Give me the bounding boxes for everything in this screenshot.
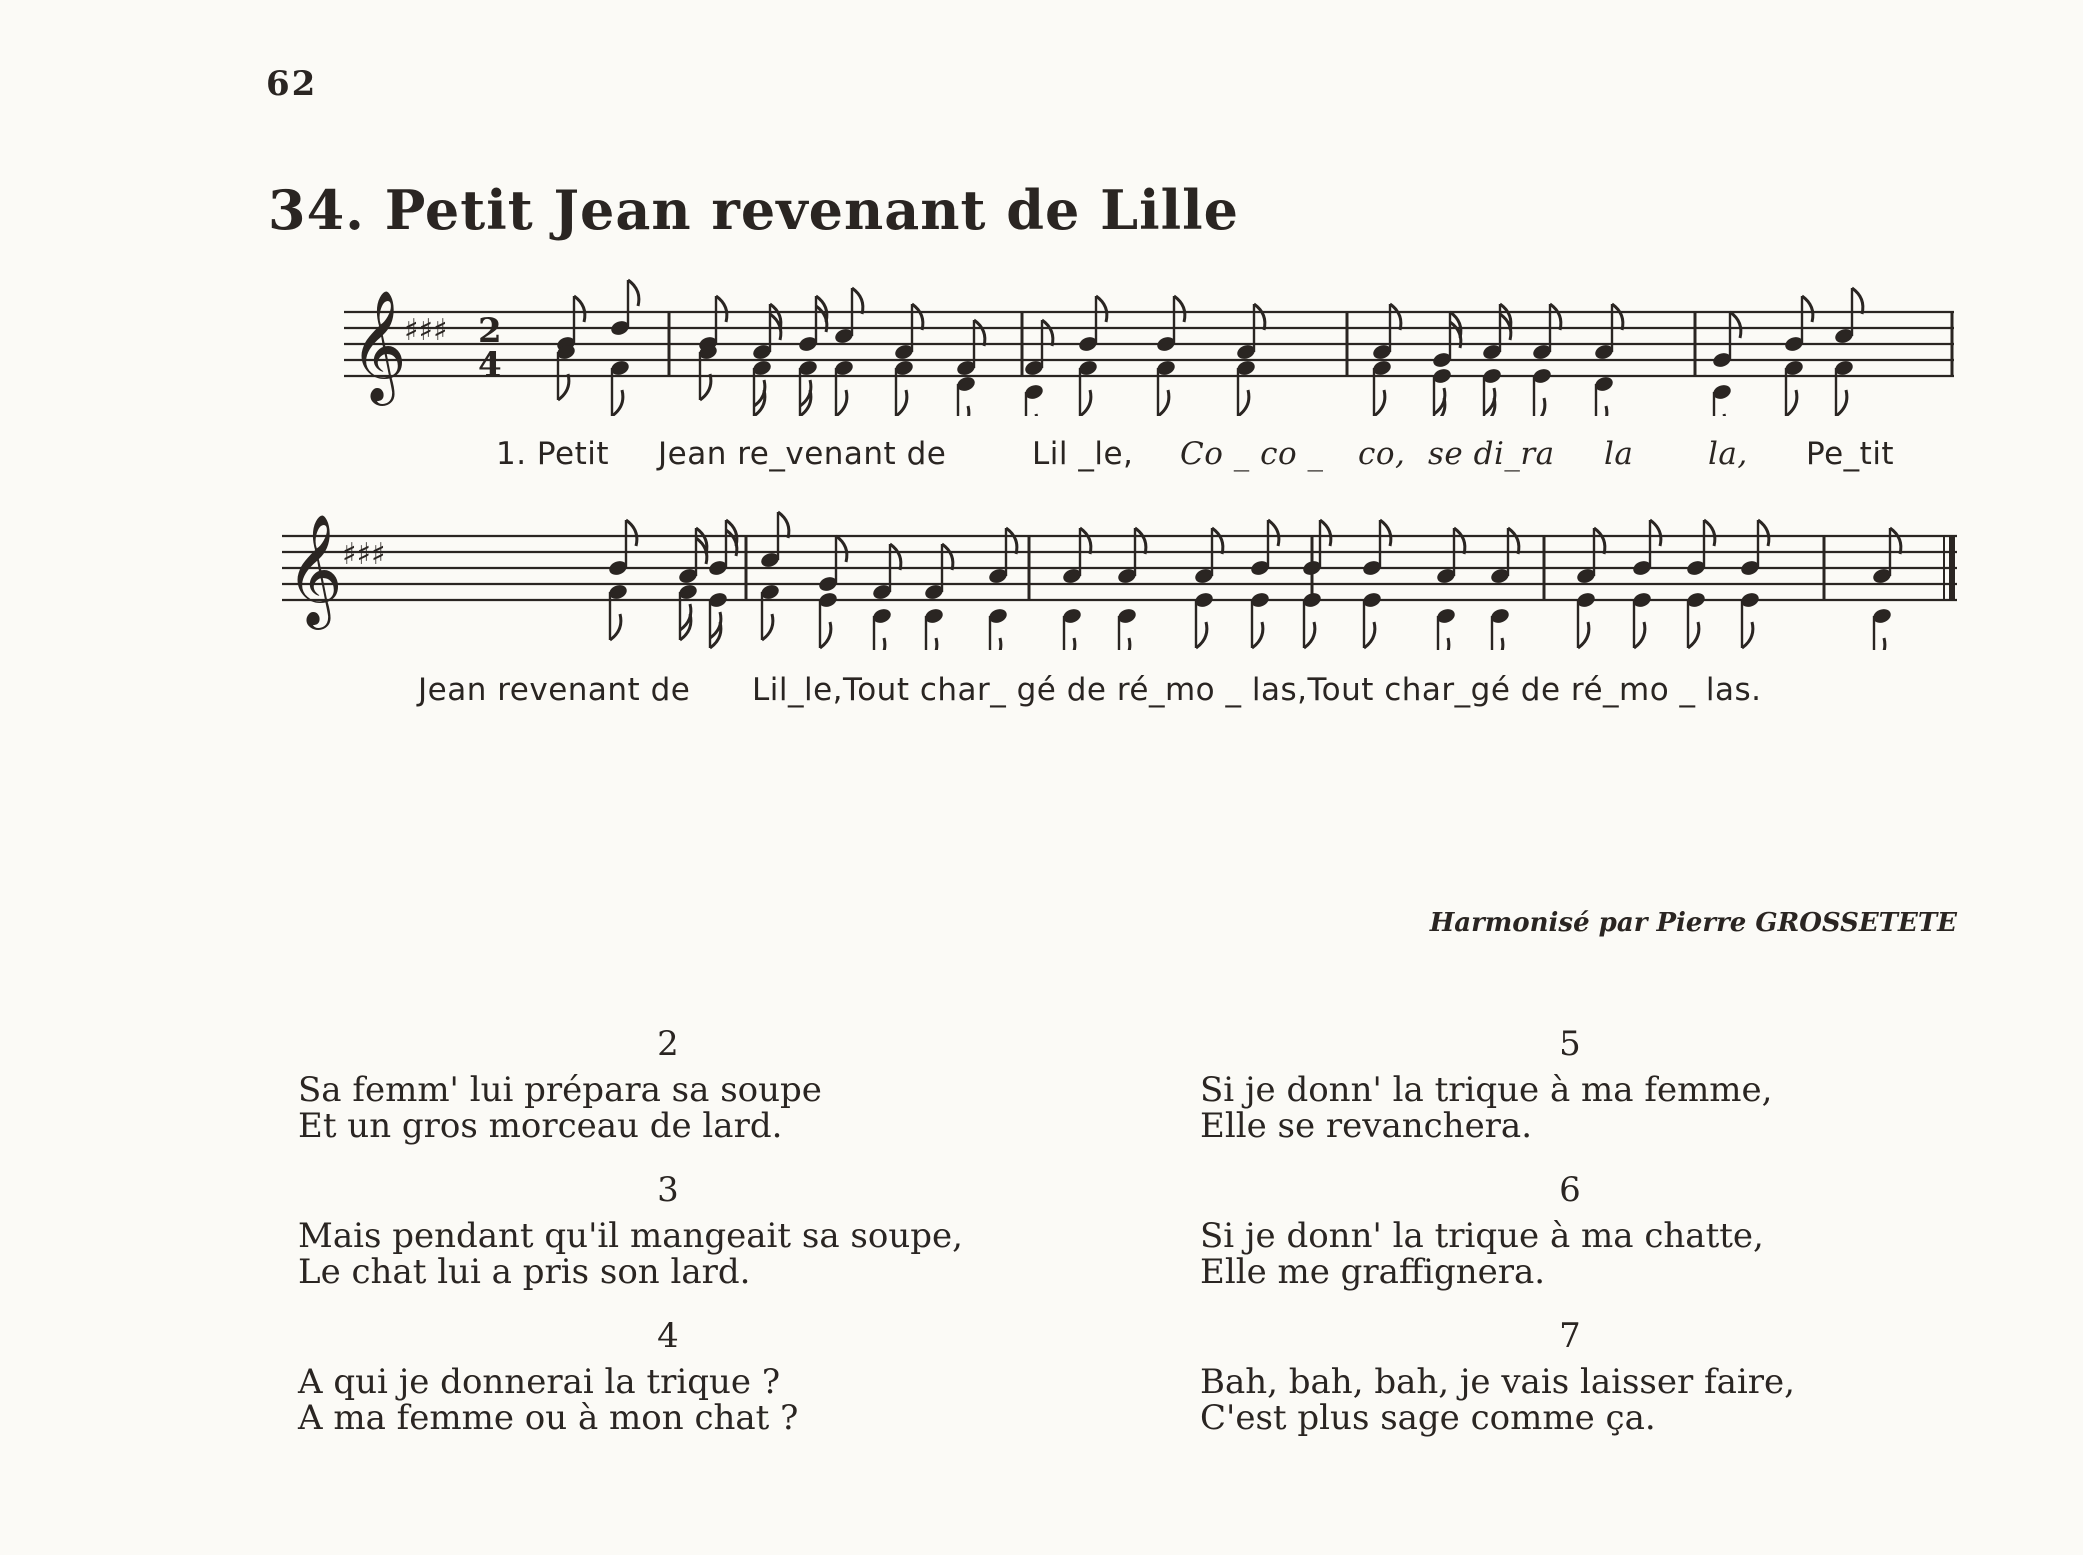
lyric-s1-6: la [1604,436,1634,472]
verse-line: Mais pendant qu'il mangeait sa soupe, [298,1216,963,1256]
note-glyph [1593,375,1614,416]
song-title: 34. Petit Jean revenant de Lille [268,178,1239,242]
note-glyph [555,343,576,400]
verse-number: 2 [657,1024,679,1064]
staff-1-svg [344,276,1954,416]
verse-number: 4 [657,1316,679,1356]
note-glyph [1061,607,1082,650]
verse-line: Le chat lui a pris son lard. [298,1252,751,1292]
svg-text:2: 2 [478,311,502,351]
note-glyph [987,607,1008,650]
music-staff-2 [282,500,1957,650]
note-glyph [751,359,772,416]
verse-line: Elle se revanchera. [1200,1106,1533,1146]
staff-2-svg [282,500,1957,650]
note-glyph [1155,359,1176,416]
verse-5 [1200,1026,1940,1144]
note-glyph [1631,591,1652,648]
verse-2 [298,1026,1038,1144]
note-glyph [1235,359,1256,416]
note-glyph [1531,367,1552,416]
note-glyph [955,375,976,416]
note-glyph [1023,383,1044,416]
verse-number: 5 [1559,1024,1581,1064]
note-glyph [923,607,944,650]
note-glyph [1301,591,1322,648]
note-glyph [759,512,789,569]
verse-3 [298,1172,1038,1290]
lyric-s1-1: Jean re_venant de [658,436,947,472]
note-glyph [1116,607,1137,650]
note-glyph [1431,367,1452,416]
verse-7 [1200,1318,1940,1436]
note-glyph [817,591,838,648]
verse-4 [298,1318,1038,1436]
note-glyph [759,583,780,640]
note-glyph [1783,359,1804,416]
note-glyph [1249,591,1270,648]
note-glyph [609,359,630,416]
lyric-s1-5: se di_ra [1428,436,1555,472]
lyric-s1-4: co, [1358,436,1406,472]
verse-line: Et un gros morceau de lard. [298,1106,783,1146]
music-staff-1 [344,276,1954,416]
verse-line: Elle me graffignera. [1200,1252,1546,1292]
note-glyph [1481,367,1502,416]
lyric-s1-2: Lil _le, [1032,436,1134,472]
note-glyph [607,583,628,640]
page-number: 62 [266,64,318,104]
note-glyph [677,583,698,640]
note-glyph [1871,607,1892,650]
note-glyph [871,607,892,650]
key-signature-sharps: ♯♯♯ [404,313,448,348]
verse-6 [1200,1172,1940,1290]
note-glyph [833,288,863,345]
note-glyph [1361,591,1382,648]
key-signature-sharps: ♯♯♯ [342,537,386,572]
verse-line: A qui je donnerai la trique ? [298,1362,781,1402]
lyric-s2-1: Lil_le,Tout char_ gé de ré_mo _ las,Tout char_gé de ré_mo _ las. [752,672,1762,708]
note-glyph [1833,359,1854,416]
notes-system-1 [555,280,1863,416]
verse-line: Bah, bah, bah, je vais laisser faire, [1200,1362,1795,1402]
note-glyph [1833,288,1863,345]
verse-number: 7 [1559,1316,1581,1356]
verse-number: 6 [1559,1170,1581,1210]
lyric-s1-7: la, [1708,436,1748,472]
note-glyph [833,359,854,416]
verse-line: A ma femme ou à mon chat ? [298,1398,799,1438]
note-glyph [1077,359,1098,416]
verse-number: 3 [657,1170,679,1210]
note-glyph [1685,591,1706,648]
svg-text:4: 4 [478,345,502,385]
note-glyph [1371,359,1392,416]
verse-line: Si je donn' la trique à ma femme, [1200,1070,1773,1110]
note-glyph [893,359,914,416]
note-glyph [1489,607,1510,650]
treble-clef-icon: 𝄞 [350,289,407,401]
verse-line: Si je donn' la trique à ma chatte, [1200,1216,1764,1256]
note-glyph [1739,591,1760,648]
lyric-s1-0: 1. Petit [496,436,610,472]
harmonization-credit: Harmonisé par Pierre GROSSETETE [1429,908,1957,938]
lyric-s2-0: Jean revenant de [418,672,691,708]
lyric-s1-3: Co _ co _ [1180,436,1324,472]
note-glyph [1575,591,1596,648]
verse-line: Sa femm' lui prépara sa soupe [298,1070,822,1110]
note-glyph [1435,607,1456,650]
note-glyph [1193,591,1214,648]
verse-line: C'est plus sage comme ça. [1200,1398,1656,1438]
note-glyph [707,591,728,648]
notes-system-2 [607,512,1901,650]
note-glyph [1711,383,1732,416]
lyric-s1-8: Pe_tit [1806,436,1895,472]
treble-clef-icon: 𝄞 [286,513,343,625]
note-glyph [797,359,818,416]
note-glyph [697,343,718,400]
